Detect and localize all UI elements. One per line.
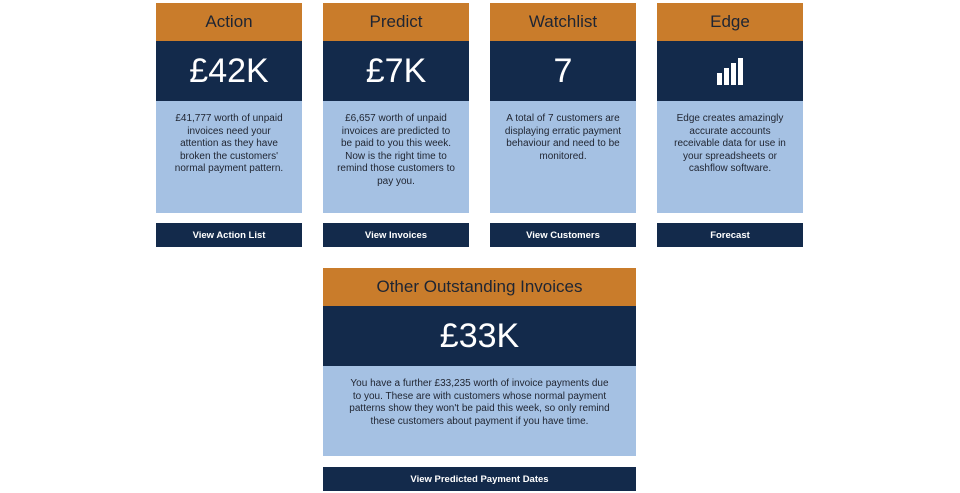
edge-card-description: Edge creates amazingly accurate accounts receivable data for use in your spreadsheets or cashflow software. xyxy=(657,101,803,213)
edge-card-icon-area xyxy=(657,41,803,101)
view-predicted-payment-dates-button[interactable]: View Predicted Payment Dates xyxy=(323,467,636,491)
other-outstanding-value: £33K xyxy=(323,306,636,366)
other-outstanding-description: You have a further £33,235 worth of invoice payments due to you. These are with customers whose normal payment patterns show they won't be paid this week, so only remind these customers about payment if you have time. xyxy=(323,366,636,456)
predict-card-description: £6,657 worth of unpaid invoices are predicted to be paid to you this week. Now is the right time to remind those customers to pay you. xyxy=(323,101,469,213)
action-card-description: £41,777 worth of unpaid invoices need your attention as they have broken the customers' normal payment pattern. xyxy=(156,101,302,213)
bar-chart-icon xyxy=(717,57,743,85)
watchlist-card-description: A total of 7 customers are displaying erratic payment behaviour and need to be monitored. xyxy=(490,101,636,213)
edge-card xyxy=(657,3,803,241)
watchlist-card xyxy=(490,3,636,241)
other-outstanding-title: Other Outstanding Invoices xyxy=(323,268,636,306)
action-card xyxy=(156,3,302,241)
view-invoices-button[interactable]: View Invoices xyxy=(323,223,469,247)
predict-card-title: Predict xyxy=(323,3,469,41)
other-outstanding-card xyxy=(323,268,636,485)
action-card-title: Action xyxy=(156,3,302,41)
watchlist-card-title: Watchlist xyxy=(490,3,636,41)
predict-card xyxy=(323,3,469,241)
watchlist-card-value: 7 xyxy=(490,41,636,101)
action-card-value: £42K xyxy=(156,41,302,101)
view-action-list-button[interactable]: View Action List xyxy=(156,223,302,247)
forecast-button[interactable]: Forecast xyxy=(657,223,803,247)
predict-card-value: £7K xyxy=(323,41,469,101)
edge-card-title: Edge xyxy=(657,3,803,41)
view-customers-button[interactable]: View Customers xyxy=(490,223,636,247)
